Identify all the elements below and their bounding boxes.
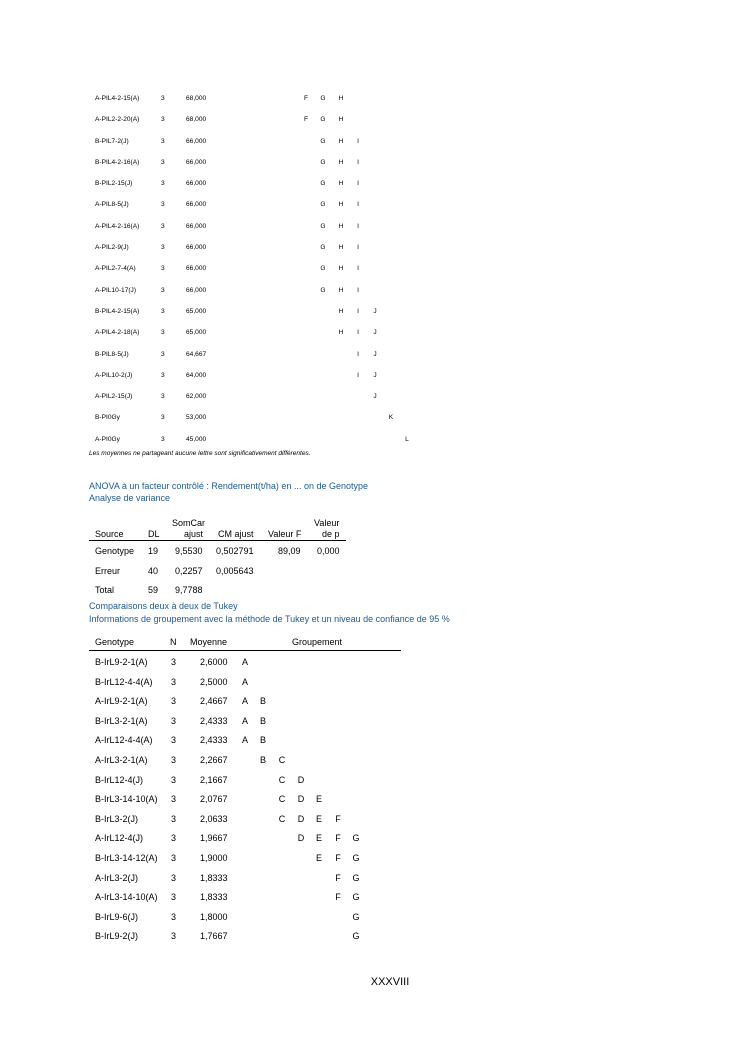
n-cell: 3 [171, 911, 177, 922]
anova-cm-cell: 0,005643 [216, 565, 254, 576]
genotype-cell: A-PIL10-17(J) [95, 286, 137, 294]
group-letter: D [297, 813, 305, 824]
group-letter: G [320, 180, 326, 188]
group-letter: I [357, 158, 359, 166]
mean-cell: 66,000 [186, 265, 207, 273]
genotype-cell: A-PIL8-5(J) [95, 201, 129, 209]
anova-f-cell: 89,09 [278, 546, 301, 556]
tukey-header-n: N [170, 637, 177, 647]
genotype-cell: A-IrL9-2-1(A) [95, 696, 148, 707]
mean-cell: 1,9000 [200, 852, 228, 863]
mean-cell: 1,8333 [200, 892, 228, 903]
table-row [95, 308, 425, 329]
group-letter: G [320, 222, 326, 230]
group-letter: I [357, 244, 359, 252]
group-letter: I [357, 307, 359, 315]
group-letter: F [335, 872, 341, 883]
group-letter: H [338, 137, 344, 145]
table-row [89, 886, 401, 906]
group-letter: J [373, 393, 377, 401]
genotype-cell: B-PIL7-2(J) [95, 137, 129, 145]
genotype-cell: A-IrL12-4(J) [95, 833, 144, 844]
group-letter: F [335, 813, 341, 824]
group-letter: G [320, 265, 326, 273]
mean-cell: 2,4667 [200, 696, 228, 707]
group-letter: D [297, 833, 305, 844]
group-letter: G [352, 833, 360, 844]
genotype-cell: B-IrL3-14-10(A) [95, 794, 158, 805]
n-cell: 3 [161, 201, 165, 209]
genotype-cell: A-PIL4-2-15(A) [95, 95, 140, 102]
anova-somcar-cell: 9,7788 [175, 585, 203, 595]
n-cell: 3 [171, 833, 177, 844]
genotype-cell: B-IrL12-4(J) [95, 774, 144, 785]
group-letter: J [373, 307, 377, 315]
mean-cell: 2,6000 [200, 657, 228, 667]
table-row [95, 372, 425, 393]
table-row [89, 769, 401, 789]
table-row [89, 925, 401, 945]
anova-table [89, 514, 346, 600]
mean-cell: 64,000 [186, 371, 207, 379]
genotype-cell: A-IrL12-4-4(A) [95, 735, 153, 746]
genotype-cell: B-IrL9-6(J) [95, 911, 139, 922]
anova-row [89, 580, 346, 600]
genotype-cell: A-PIL10-2(J) [95, 371, 133, 379]
genotype-cell: A-PI0Gy [95, 435, 120, 443]
table-row [89, 827, 401, 847]
group-letter: H [338, 180, 344, 188]
n-cell: 3 [161, 286, 165, 294]
anova-header-cm: CM ajust [218, 529, 254, 539]
anova-title: ANOVA à un facteur contrôlé : Rendement(t/ha) en ... on de Genotype [89, 481, 368, 491]
genotype-cell: A-PIL2-2-20(A) [95, 116, 140, 124]
group-letter: F [335, 852, 341, 863]
table-row [95, 180, 425, 201]
n-cell: 3 [171, 892, 177, 903]
table-row [89, 808, 401, 828]
table-row [95, 329, 425, 350]
n-cell: 3 [171, 657, 177, 667]
tukey-subtitle: Informations de groupement avec la méthode de Tukey et un niveau de confiance de 95 % [89, 614, 450, 624]
table-row [95, 393, 425, 414]
group-letter: G [320, 158, 326, 166]
table-row [95, 116, 425, 137]
group-letter: G [352, 892, 360, 903]
anova-row [89, 561, 346, 581]
table-row [89, 847, 401, 867]
table-row [95, 287, 425, 308]
group-letter: G [352, 872, 360, 883]
table-row [95, 201, 425, 222]
anova-somcar-cell: 9,5530 [175, 546, 203, 556]
group-letter: A [241, 676, 248, 687]
mean-cell: 45,000 [186, 435, 207, 443]
table-row [89, 651, 401, 671]
n-cell: 3 [171, 735, 177, 746]
group-letter: H [338, 244, 344, 252]
tukey-body [89, 651, 401, 945]
anova-header-p-1: Valeur [314, 518, 340, 528]
table-row [95, 414, 425, 435]
group-letter: F [303, 95, 309, 102]
n-cell: 3 [161, 371, 165, 379]
group-letter: I [357, 286, 359, 294]
group-letter: H [338, 158, 344, 166]
n-cell: 3 [161, 307, 165, 315]
table-row [89, 671, 401, 691]
n-cell: 3 [161, 222, 165, 230]
genotype-cell: A-PIL2-15(J) [95, 393, 133, 401]
n-cell: 3 [161, 137, 165, 145]
group-letter: A [241, 715, 248, 726]
genotype-cell: A-IrL3-14-10(A) [95, 892, 158, 903]
group-letter: A [241, 696, 248, 707]
group-letter: C [278, 774, 286, 785]
group-letter: G [352, 852, 360, 863]
table-row [95, 223, 425, 244]
mean-cell: 68,000 [186, 116, 207, 124]
table-row [95, 95, 425, 116]
group-letter: D [297, 774, 305, 785]
page-number: XXXVIII [370, 976, 410, 988]
table-footnote: Les moyennes ne partageant aucune lettre sont significativement différentes. [89, 450, 311, 457]
anova-dl-cell: 19 [148, 546, 159, 556]
mean-cell: 64,667 [186, 350, 207, 358]
n-cell: 3 [161, 393, 165, 401]
table-row [89, 867, 401, 887]
group-letter: E [315, 833, 322, 844]
group-letter: F [303, 116, 309, 124]
table-row [89, 690, 401, 710]
tukey-table [89, 634, 401, 945]
group-letter: G [320, 286, 326, 294]
group-letter: D [297, 794, 305, 805]
anova-p-cell: 0,000 [317, 546, 340, 556]
table-row [89, 788, 401, 808]
group-letter: K [388, 414, 394, 422]
mean-cell: 1,7667 [200, 931, 228, 942]
mean-cell: 2,5000 [200, 676, 228, 687]
table-row [89, 729, 401, 749]
table-row [89, 749, 401, 769]
genotype-cell: B-IrL3-2-1(A) [95, 715, 148, 726]
group-letter: G [320, 201, 326, 209]
tukey-header-group: Groupement [292, 637, 343, 647]
table-row [95, 159, 425, 180]
n-cell: 3 [161, 158, 165, 166]
group-letter: E [315, 852, 322, 863]
tukey-header-mean: Moyenne [190, 637, 228, 647]
group-letter: E [315, 794, 322, 805]
genotype-cell: A-IrL3-2(J) [95, 872, 139, 883]
mean-cell: 66,000 [186, 201, 207, 209]
genotype-cell: B-PIL4-2-16(A) [95, 158, 140, 166]
anova-dl-cell: 40 [148, 565, 159, 576]
table-row [89, 710, 401, 730]
genotype-cell: A-PIL2-7-4(A) [95, 265, 136, 273]
anova-row [89, 541, 346, 561]
genotype-cell: A-IrL3-2-1(A) [95, 754, 148, 765]
anova-body [89, 541, 346, 600]
mean-cell: 65,000 [186, 307, 207, 315]
n-cell: 3 [161, 265, 165, 273]
group-letter: A [241, 657, 248, 667]
table-row [89, 906, 401, 926]
group-letter: H [338, 222, 344, 230]
n-cell: 3 [161, 116, 165, 124]
group-letter: I [357, 180, 359, 188]
group-letter: G [352, 931, 360, 942]
group-letter: A [241, 735, 248, 746]
mean-cell: 1,9667 [200, 833, 228, 844]
mean-cell: 66,000 [186, 222, 207, 230]
anova-source-cell: Total [95, 585, 115, 595]
group-letter: L [405, 435, 409, 443]
group-letter: E [315, 813, 322, 824]
n-cell: 3 [171, 852, 177, 863]
group-letter: H [338, 329, 344, 337]
group-letter: G [352, 911, 360, 922]
group-letter: G [320, 137, 326, 145]
group-letter: H [338, 201, 344, 209]
anova-header-f: Valeur F [268, 529, 302, 539]
anova-header-row [89, 514, 346, 541]
n-cell: 3 [171, 813, 177, 824]
genotype-cell: B-PIL2-15(J) [95, 180, 133, 188]
group-letter: C [278, 754, 286, 765]
anova-source-cell: Genotype [95, 546, 135, 556]
genotype-cell: B-IrL9-2-1(A) [95, 657, 148, 667]
genotype-cell: B-IrL3-14-12(A) [95, 852, 158, 863]
mean-cell: 53,000 [186, 414, 207, 422]
n-cell: 3 [171, 715, 177, 726]
n-cell: 3 [161, 350, 165, 358]
n-cell: 3 [161, 414, 165, 422]
mean-cell: 1,8333 [200, 872, 228, 883]
mean-cell: 66,000 [186, 158, 207, 166]
group-letter: B [259, 735, 266, 746]
n-cell: 3 [171, 774, 177, 785]
genotype-cell: A-PIL4-2-16(A) [95, 222, 140, 230]
group-letter: I [357, 265, 359, 273]
mean-cell: 2,1667 [200, 774, 228, 785]
tukey-header-row [89, 634, 401, 651]
anova-header-dl: DL [148, 529, 160, 539]
anova-dl-cell: 59 [148, 585, 159, 595]
mean-cell: 2,4333 [200, 715, 228, 726]
group-letter: J [373, 329, 377, 337]
group-letter: G [320, 95, 326, 102]
table-row [95, 138, 425, 159]
genotype-cell: B-PIL4-2-15(A) [95, 307, 140, 315]
genotype-cell: A-PIL2-9(J) [95, 244, 129, 252]
anova-somcar-cell: 0,2257 [175, 565, 203, 576]
anova-header-source: Source [95, 529, 124, 539]
group-letter: J [373, 371, 377, 379]
group-letter: B [259, 754, 266, 765]
genotype-cell: B-IrL12-4-4(A) [95, 676, 153, 687]
group-letter: I [357, 201, 359, 209]
group-letter: B [259, 696, 266, 707]
mean-cell: 68,000 [186, 95, 207, 102]
n-cell: 3 [171, 754, 177, 765]
mean-cell: 66,000 [186, 244, 207, 252]
mean-cell: 66,000 [186, 137, 207, 145]
mean-cell: 1,8000 [200, 911, 228, 922]
group-letter: F [335, 833, 341, 844]
n-cell: 3 [171, 676, 177, 687]
anova-header-somcar-2: ajust [184, 529, 204, 539]
group-letter: I [357, 350, 359, 358]
mean-cell: 2,2667 [200, 754, 228, 765]
group-letter: H [338, 307, 344, 315]
top-grouping-table [95, 95, 425, 457]
n-cell: 3 [171, 931, 177, 942]
group-letter: G [320, 116, 326, 124]
mean-cell: 2,0633 [200, 813, 228, 824]
genotype-cell: B-IrL9-2(J) [95, 931, 139, 942]
anova-source-cell: Erreur [95, 565, 121, 576]
genotype-cell: A-PIL4-2-18(A) [95, 329, 140, 337]
group-letter: C [278, 813, 286, 824]
anova-header-p-2: de p [322, 529, 340, 539]
n-cell: 3 [161, 244, 165, 252]
anova-subtitle: Analyse de variance [89, 493, 171, 503]
group-letter: H [338, 286, 344, 294]
n-cell: 3 [171, 872, 177, 883]
table-row [95, 265, 425, 286]
mean-cell: 65,000 [186, 329, 207, 337]
group-letter: H [338, 95, 344, 102]
genotype-cell: B-IrL3-2(J) [95, 813, 139, 824]
n-cell: 3 [171, 696, 177, 707]
group-letter: C [278, 794, 286, 805]
group-letter: F [335, 892, 341, 903]
group-letter: H [338, 265, 344, 273]
group-letter: H [338, 116, 344, 124]
n-cell: 3 [161, 95, 165, 102]
tukey-header-genotype: Genotype [95, 637, 135, 647]
group-letter: J [373, 350, 377, 358]
group-letter: I [357, 137, 359, 145]
mean-cell: 2,4333 [200, 735, 228, 746]
group-letter: B [259, 715, 266, 726]
n-cell: 3 [161, 435, 165, 443]
genotype-cell: B-PI0Gy [95, 414, 120, 422]
n-cell: 3 [161, 180, 165, 188]
group-letter: I [357, 371, 359, 379]
table-row [95, 351, 425, 372]
group-letter: I [357, 222, 359, 230]
mean-cell: 2,0767 [200, 794, 228, 805]
n-cell: 3 [161, 329, 165, 337]
tukey-title: Comparaisons deux à deux de Tukey [89, 601, 238, 611]
mean-cell: 62,000 [186, 393, 207, 401]
mean-cell: 66,000 [186, 180, 207, 188]
group-letter: G [320, 244, 326, 252]
n-cell: 3 [171, 794, 177, 805]
genotype-cell: B-PIL8-5(J) [95, 350, 129, 358]
mean-cell: 66,000 [186, 286, 207, 294]
anova-cm-cell: 0,502791 [216, 546, 254, 556]
anova-header-somcar-1: SomCar [172, 518, 206, 528]
table-row [95, 244, 425, 265]
group-letter: I [357, 329, 359, 337]
